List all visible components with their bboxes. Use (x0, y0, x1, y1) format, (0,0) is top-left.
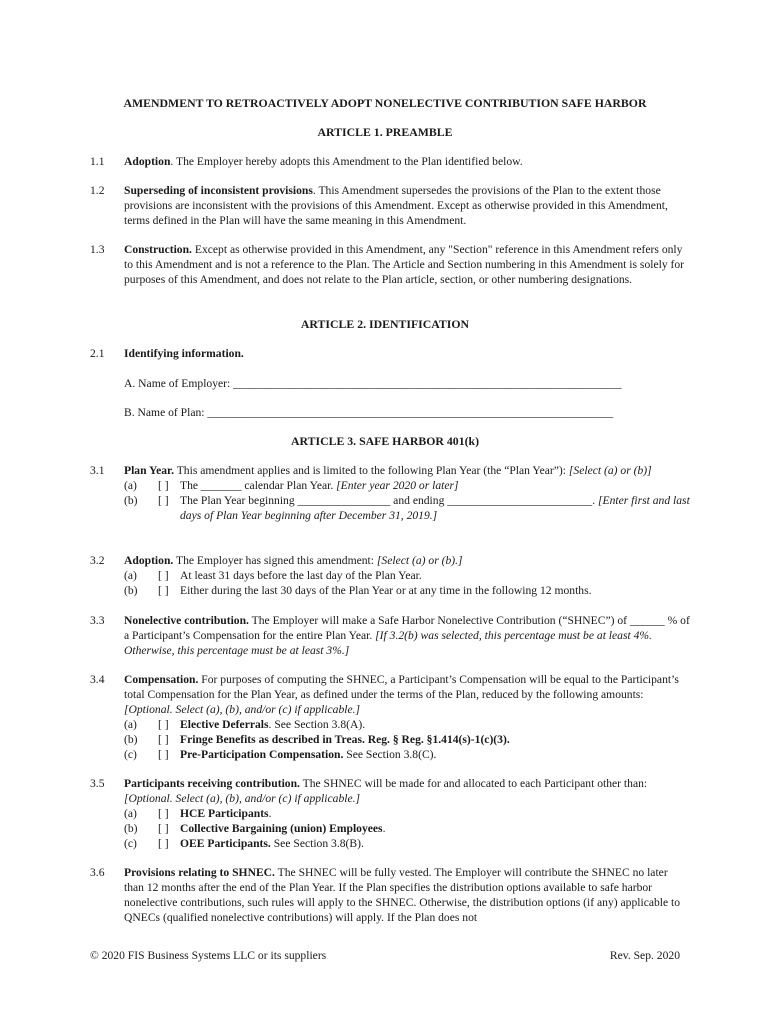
option-bold-text: HCE Participants (180, 807, 269, 820)
section-label: Adoption (124, 155, 171, 168)
section-number: 3.6 (90, 866, 105, 879)
option-instruction: [Enter first and last days of Plan Year beginning after December 31, 2019.] (180, 494, 690, 522)
section-text: For purposes of computing the SHNEC, a Participant’s Compensation will be equal to the Participant’s total Compensation for the Plan Year, as defined under the terms of the Plan, reduced by the following amounts: (124, 673, 679, 701)
section-instruction: [Optional. Select (a), (b), and/or (c) if applicable.] (124, 703, 361, 716)
section-label: Plan Year. (124, 464, 175, 477)
section-label: Adoption. (124, 554, 174, 567)
section-3-6 (90, 865, 690, 925)
option-letter: (a) (124, 479, 137, 492)
section-text: Except as otherwise provided in this Amendment, any "Section" reference in this Amendment refers only to this Amendment and is not a reference to the Plan. The Article and Section numbering in this Amendment is solely for purposes of this Amendment, and does not relate to the Plan article, section, or other numbering designations. (124, 243, 685, 286)
option-checkbox[interactable]: [ ] (158, 494, 169, 507)
article-3-heading: ARTICLE 3. SAFE HARBOR 401(k) (290, 434, 480, 448)
section-number: 3.5 (90, 777, 105, 790)
section-label: Identifying information. (124, 347, 244, 360)
article-1-heading: ARTICLE 1. PREAMBLE (317, 125, 453, 139)
option-text: The _______ calendar Plan Year. (180, 479, 337, 492)
option-letter: (a) (124, 807, 137, 820)
option-letter: (b) (124, 494, 138, 507)
option-checkbox[interactable]: [ ] (158, 822, 169, 835)
section-text: The SHNEC will be fully vested. The Employer will contribute the SHNEC no later than 12 months after the end of the Plan Year. If the Plan specifies the distribution options available to safe harbor nonelective contributions, such rules will apply to the SHNEC. Otherwise, the distribution options (if any) applicable to QNECs (qualified nonelective contributions) will apply. If the Plan does not (124, 866, 681, 924)
section-number: 1.1 (90, 155, 105, 168)
option-letter: (b) (124, 822, 138, 835)
section-3-3 (90, 613, 690, 658)
section-text: . The Employer hereby adopts this Amendment to the Plan identified below. (170, 155, 523, 168)
option-a (124, 717, 690, 732)
employer-name-field[interactable]: A. Name of Employer: ___________________________________________________________________ (124, 377, 622, 390)
option-text: . (268, 807, 272, 820)
section-3-2 (90, 553, 690, 598)
section-label: Nonelective contribution. (124, 614, 249, 627)
option-text: The Plan Year beginning ________________ and ending _________________________. (180, 494, 598, 507)
section-text: The SHNEC will be made for and allocated to each Participant other than: (299, 777, 648, 790)
section-instruction: [If 3.2(b) was selected, this percentage must be at least 4%. Otherwise, this percentage must be at least 3%.] (124, 629, 652, 657)
section-number: 3.4 (90, 673, 105, 686)
option-checkbox[interactable]: [ ] (158, 718, 169, 731)
section-1-1 (90, 154, 690, 169)
option-letter: (c) (124, 837, 137, 850)
option-checkbox[interactable]: [ ] (158, 479, 169, 492)
section-label: Compensation. (124, 673, 199, 686)
section-label: Provisions relating to SHNEC. (124, 866, 275, 879)
option-text: . See Section 3.8(A). (268, 718, 366, 731)
option-bold-text: Elective Deferrals (180, 718, 269, 731)
option-letter: (a) (124, 569, 137, 582)
section-label: Participants receiving contribution. (124, 777, 300, 790)
section-number: 1.2 (90, 184, 105, 197)
option-c (124, 747, 690, 762)
option-a (124, 806, 690, 821)
section-instruction: [Optional. Select (a), (b), and/or (c) if applicable.] (124, 792, 361, 805)
option-letter: (a) (124, 718, 137, 731)
option-checkbox[interactable]: [ ] (158, 837, 169, 850)
option-text: Either during the last 30 days of the Plan Year or at any time in the following 12 months. (180, 584, 592, 597)
section-number: 3.3 (90, 614, 105, 627)
section-2-1 (90, 346, 690, 361)
option-b (124, 493, 690, 523)
page-footer (90, 948, 680, 963)
option-b (124, 732, 690, 747)
option-text: See Section 3.8(C). (343, 748, 437, 761)
section-number: 1.3 (90, 243, 105, 256)
section-number: 3.2 (90, 554, 105, 567)
section-number: 2.1 (90, 347, 105, 360)
option-bold-text: Pre-Participation Compensation. (180, 748, 344, 761)
article-2-heading: ARTICLE 2. IDENTIFICATION (300, 317, 470, 331)
section-1-3 (90, 242, 690, 287)
section-text: This amendment applies and is limited to the following Plan Year (the “Plan Year”): (174, 464, 569, 477)
option-letter: (b) (124, 733, 138, 746)
section-3-1 (90, 463, 690, 523)
footer-copyright: © 2020 FIS Business Systems LLC or its suppliers (90, 949, 327, 962)
option-letter: (c) (124, 748, 137, 761)
option-bold-text: OEE Participants. (180, 837, 271, 850)
section-instruction: [Select (a) or (b).] (376, 554, 463, 567)
section-3-5 (90, 776, 690, 851)
option-text: At least 31 days before the last day of the Plan Year. (180, 569, 422, 582)
option-b (124, 583, 690, 598)
option-checkbox[interactable]: [ ] (158, 584, 169, 597)
option-a (124, 568, 690, 583)
option-checkbox[interactable]: [ ] (158, 733, 169, 746)
section-1-2 (90, 183, 690, 228)
option-checkbox[interactable]: [ ] (158, 748, 169, 761)
option-instruction: [Enter year 2020 or later] (336, 479, 459, 492)
option-bold-text: Collective Bargaining (union) Employees (180, 822, 383, 835)
option-text: See Section 3.8(B). (270, 837, 364, 850)
option-bold-text: Fringe Benefits as described in Treas. Reg. § Reg. §1.414(s)-1(c)(3). (180, 733, 510, 746)
option-text: . (382, 822, 386, 835)
plan-name-field[interactable]: B. Name of Plan: ______________________________________________________________________ (124, 406, 614, 419)
option-b (124, 821, 690, 836)
section-number: 3.1 (90, 464, 105, 477)
option-checkbox[interactable]: [ ] (158, 807, 169, 820)
document-title: AMENDMENT TO RETROACTIVELY ADOPT NONELECTIVE CONTRIBUTION SAFE HARBOR (123, 96, 647, 110)
section-3-4 (90, 672, 690, 762)
option-checkbox[interactable]: [ ] (158, 569, 169, 582)
option-letter: (b) (124, 584, 138, 597)
section-instruction: [Select (a) or (b)] (568, 464, 652, 477)
option-c (124, 836, 690, 851)
option-a (124, 478, 690, 493)
section-text: The Employer will make a Safe Harbor Nonelective Contribution (“SHNEC”) of ______ % of a Participant’s Compensation for the entire Plan Year. (124, 614, 690, 642)
section-label: Superseding of inconsistent provisions (124, 184, 313, 197)
footer-revision: Rev. Sep. 2020 (609, 949, 680, 962)
section-text: The Employer has signed this amendment: (173, 554, 377, 567)
section-label: Construction. (124, 243, 192, 256)
section-text: . This Amendment supersedes the provisions of the Plan to the extent those provisions are inconsistent with the provisions of this Amendment. Except as otherwise provided in this Amendment, terms defined in the Plan will have the same meaning in this Amendment. (124, 184, 668, 227)
